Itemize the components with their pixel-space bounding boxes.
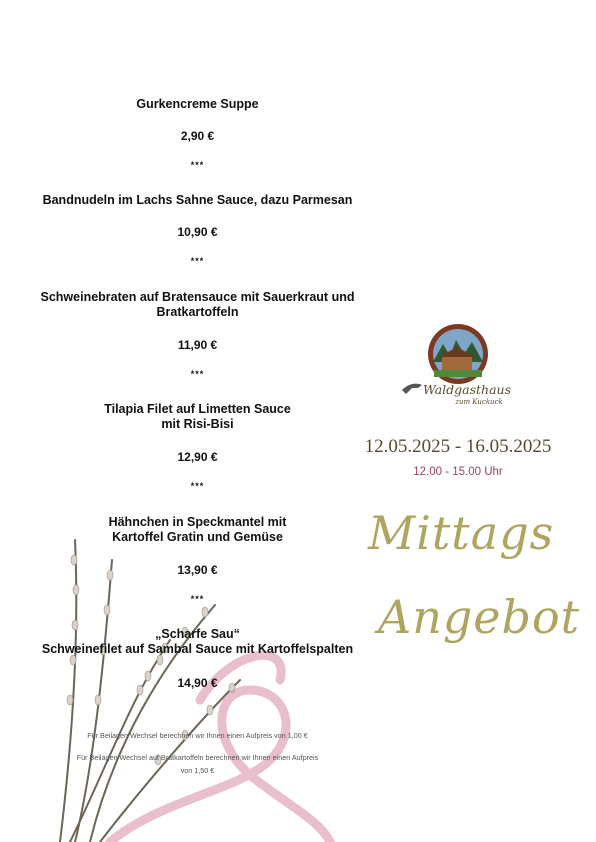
dish-name: Gurkencreme Suppe <box>136 97 259 111</box>
surcharge-note-line1: Für Beilagen Wechsel auf Bratkartoffeln berechnen wir Ihnen einen Aufpreis <box>76 753 319 762</box>
dish-price: 12,90 € <box>177 450 218 464</box>
dish-price: 11,90 € <box>177 338 218 352</box>
logo-wordmark <box>412 384 522 408</box>
dish-name-line1: „Scharfe Sau“ <box>155 627 240 641</box>
dish-price: 10,90 € <box>177 225 218 239</box>
dish-name-line1: Schweinebraten auf Bratensauce mit Sauerkraut und <box>40 290 355 304</box>
offer-dates: 12.05.2025 - 16.05.2025 <box>364 436 552 457</box>
separator: *** <box>190 256 205 266</box>
dish-name-line2: mit Risi-Bisi <box>161 417 234 431</box>
dish-price: 2,90 € <box>180 129 215 143</box>
dish-name: Bandnudeln im Lachs Sahne Sauce, dazu Parmesan <box>42 193 353 207</box>
logo-subtitle: zum Kuckuck <box>455 398 503 406</box>
dish-price: 13,90 € <box>177 563 218 577</box>
restaurant-logo <box>398 322 523 427</box>
separator: *** <box>190 369 205 379</box>
dish-name-line1: Hähnchen in Speckmantel mit <box>108 515 287 529</box>
logo-name: Waldgasthaus <box>422 382 512 397</box>
dish-price: 14,90 € <box>177 676 218 690</box>
dish-name-line1: Tilapia Filet auf Limetten Sauce <box>104 402 291 416</box>
surcharge-note-line2: von 1,50 € <box>180 766 215 775</box>
dish-name-line2: Kartoffel Gratin und Gemüse <box>112 530 283 544</box>
dish-name-line2: Bratkartoffeln <box>156 305 239 319</box>
dish-name-line2: Schweinefilet auf Sambal Sauce mit Kartoffelspalten <box>41 642 354 656</box>
offer-title-line1: Mittags <box>368 506 555 560</box>
menu-list <box>20 0 375 842</box>
separator: *** <box>190 481 205 491</box>
offer-hours: 12.00 - 15.00 Uhr <box>413 466 503 478</box>
offer-title-line2: Angebot <box>378 590 581 644</box>
separator: *** <box>190 160 205 170</box>
surcharge-note: Für Beilagen Wechsel berechnen wir Ihnen einen Aufpreis von 1,00 € <box>87 731 308 740</box>
separator: *** <box>190 594 205 604</box>
